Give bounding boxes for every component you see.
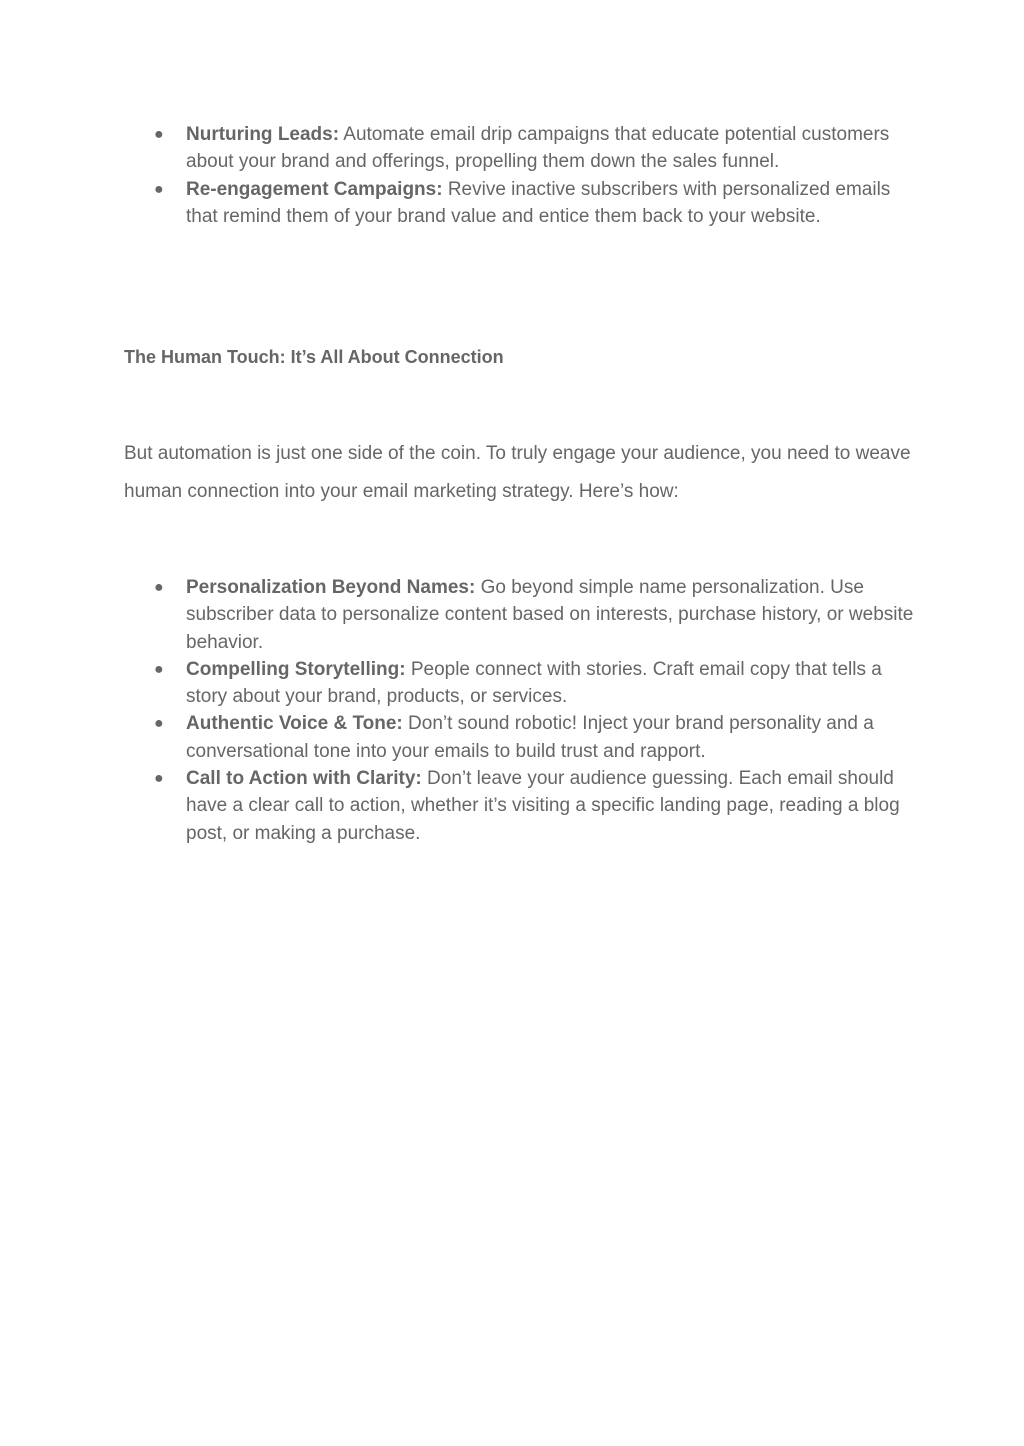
list-item-term: Nurturing Leads: — [186, 124, 340, 145]
automation-benefits-list — [124, 121, 914, 230]
list-item-term: Personalization Beyond Names: — [186, 577, 476, 598]
list-item-term: Authentic Voice & Tone: — [186, 713, 403, 735]
list-item — [124, 121, 914, 176]
list-item — [124, 656, 914, 711]
bullet-icon: ● — [154, 180, 164, 198]
bullet-icon: ● — [154, 660, 164, 678]
human-touch-list — [124, 574, 914, 847]
list-item — [124, 765, 914, 847]
bullet-icon: ● — [154, 715, 164, 733]
bullet-icon: ● — [154, 126, 164, 143]
list-item — [124, 176, 914, 231]
list-item-term: Call to Action with Clarity: — [186, 768, 422, 790]
intro-paragraph: But automation is just one side of the coin. To truly engage your audience, you need to weave human connection into your email marketing strategy. Here’s how: — [124, 443, 911, 502]
bullet-icon: ● — [154, 579, 164, 596]
list-item-text: Go beyond simple name personalization. Use subscriber data to personalize content based on interests, purchase history, or website behavior. — [186, 577, 914, 653]
list-item-text: Automate email drip campaigns that educate potential customers about your brand and offerings, propelling them down the sales funnel. — [186, 124, 890, 173]
list-item — [124, 574, 914, 656]
list-item-text: People connect with stories. Craft email copy that tells a story about your brand, products, or services. — [186, 658, 882, 708]
list-item — [124, 710, 914, 765]
list-item-term: Compelling Storytelling: — [186, 658, 406, 680]
list-item-text: Don’t leave your audience guessing. Each email should have a clear call to action, whether it’s visiting a specific landing page, reading a blog post, or making a purchase. — [186, 768, 900, 844]
list-item-term: Re-engagement Campaigns: — [186, 178, 443, 200]
list-item-text: Revive inactive subscribers with personalized emails that remind them of your brand value and entice them back to your website. — [186, 178, 891, 227]
list-item-text: Don’t sound robotic! Inject your brand personality and a conversational tone into your emails to build trust and rapport. — [186, 713, 874, 762]
section-heading: The Human Touch: It’s All About Connection — [124, 347, 504, 367]
bullet-icon: ● — [154, 770, 164, 788]
